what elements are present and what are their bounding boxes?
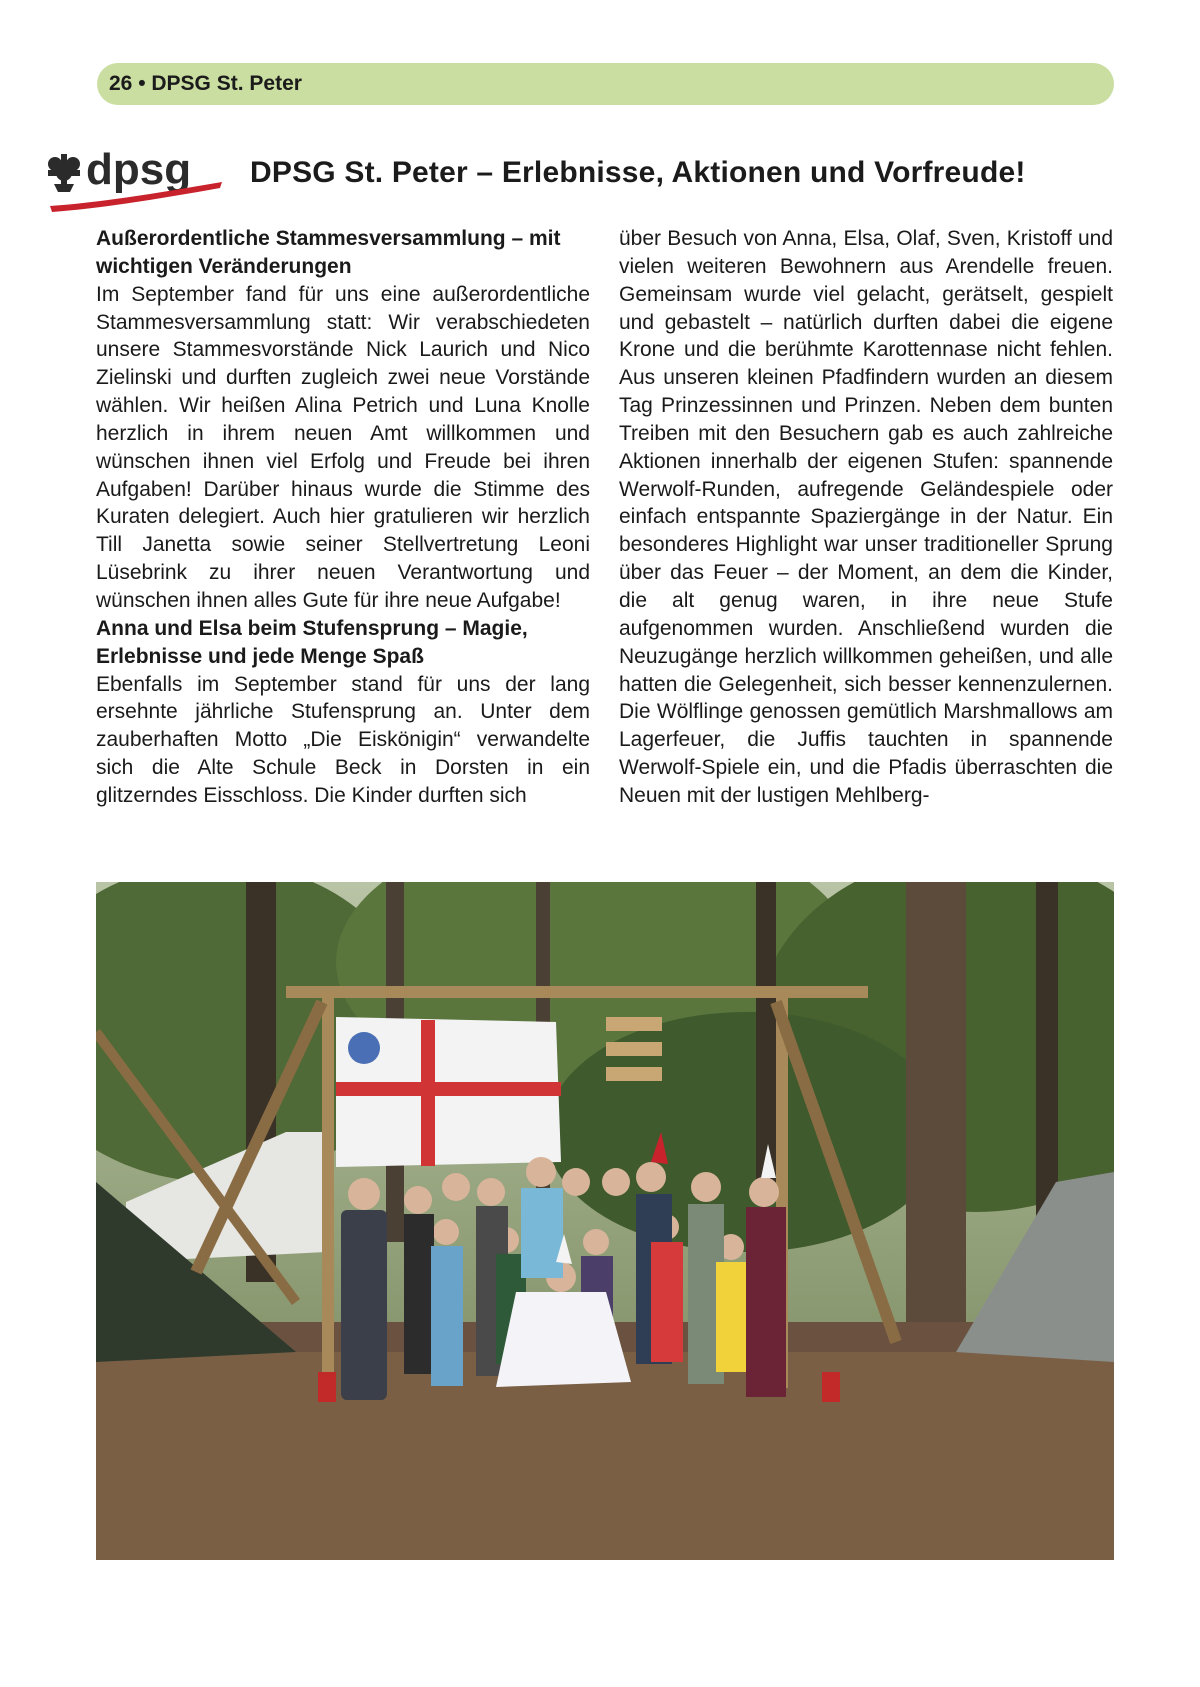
dpsg-logo-graphic [44,140,244,230]
group-photo [96,882,1114,1560]
section-text-stammesversammlung: Im September fand für uns eine außerordentliche Stammesversammlung statt: Wir verabschiedeten unsere Stammesvorstände Nick Laurich und Nico Zielinski und durften zugleich zwei neue Vorstände wählen. Wir heißen Alina Petrich und Luna Knolle herzlich in ihrem neuen Amt willkommen und wünschen ihnen viel Erfolg und Freude bei ihren Aufgaben! Darüber hinaus wurde die Stimme des Kuraten delegiert. Auch hier gratulieren wir herzlich Till Janetta sowie seiner Stellvertretung Leoni Lüsebrink zu ihrer neuen Verantwortung und wünschen ihnen alles Gute für ihre neue Aufgabe! [96,282,590,612]
page-header-bar [97,63,1114,105]
article-title: DPSG St. Peter – Erlebnisse, Aktionen und Vorfreude! [250,156,1026,189]
section-text-continued: über Besuch von Anna, Elsa, Olaf, Sven, Kristoff und vielen weiteren Bewohnern aus Arendelle freuen. Gemeinsam wurde viel gelacht, gerätselt, gespielt und gebastelt – natürlich durften dabei die eigene Krone und die berühmte Karottennase nicht fehlen. Aus unseren kleinen Pfadfindern wurden an diesem Tag Prinzessinnen und Prinzen. Neben dem bunten Treiben mit den Besuchern gab es auch zahlreiche Aktionen innerhalb der eigenen Stufen: spannende Werwolf-Runden, aufregende Geländespiele oder einfach entspannte Spaziergänge in der Natur. Ein besonderes Highlight war unser traditioneller Sprung über das Feuer – der Moment, an dem die Kinder, die alt genug waren, in ihre neue Stufe aufgenommen wurden. Anschließend wurden die Neuzugänge herzlich willkommen geheißen, und alle hatten die Gelegenheit, sich besser kennenzulernen. Die Wölflinge genossen gemütlich Marshmallows am Lagerfeuer, die Juffis tauchten in spannende Werwolf-Spiele ein, und die Pfadis überraschten die Neuen mit der lustigen Mehlberg- [619,227,1113,807]
flag-icon [336,1017,561,1167]
page-label: 26 • DPSG St. Peter [109,72,302,95]
section-heading-stammesversammlung: Außerordentliche Stammesversammlung – mit wichtigen Veränderungen [96,227,561,278]
group-photo-illustration [96,882,1114,1560]
text-column-left [96,225,590,810]
text-column-right [619,225,1113,810]
dpsg-logo [44,140,244,230]
section-text-stufensprung: Ebenfalls im September stand für uns der lang ersehnte jährliche Stufensprung an. Unter dem zauberhaften Motto „Die Eiskönigin“ verwandelte sich die Alte Schule Beck in Dorsten in ein glitzerndes Eisschloss. Die Kinder durften sich [96,672,590,807]
logo-wordmark: dpsg [86,145,192,194]
section-heading-stufensprung: Anna und Elsa beim Stufensprung – Magie, Erlebnisse und jede Menge Spaß [96,616,528,668]
lily-cross-icon [48,154,80,192]
